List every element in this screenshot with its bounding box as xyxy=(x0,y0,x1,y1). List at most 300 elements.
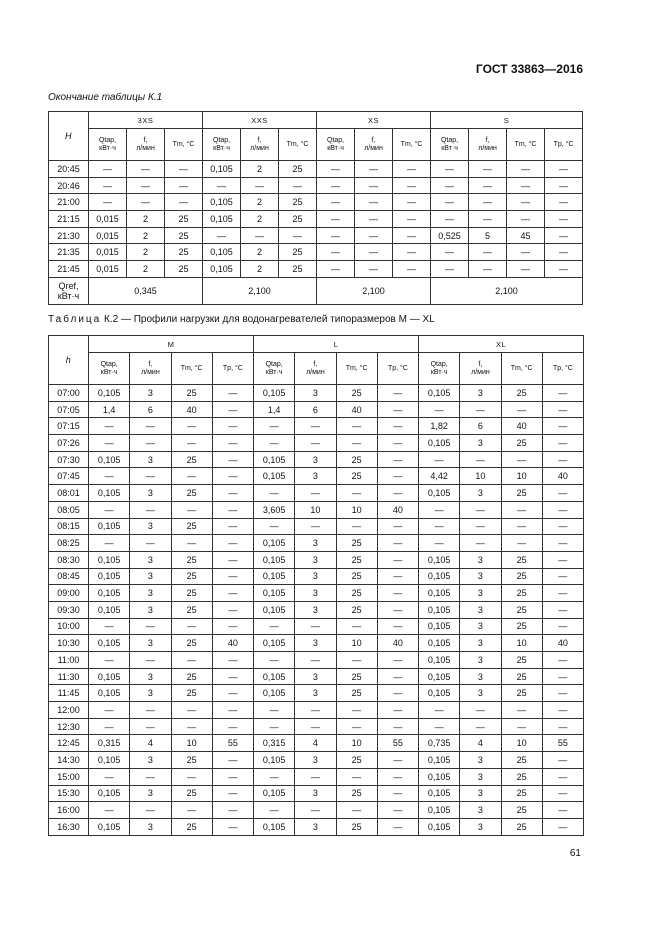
value-cell: — xyxy=(355,211,393,228)
value-cell: — xyxy=(419,718,460,735)
value-cell: — xyxy=(542,768,583,785)
group-header: M xyxy=(89,336,254,353)
value-cell: 1,4 xyxy=(254,401,295,418)
value-cell: 0,105 xyxy=(89,601,130,618)
value-cell: 0,105 xyxy=(89,585,130,602)
value-cell: 10 xyxy=(460,468,501,485)
value-cell: — xyxy=(212,752,253,769)
value-cell: — xyxy=(89,468,130,485)
time-cell: 11:45 xyxy=(49,685,89,702)
value-cell: — xyxy=(393,261,431,278)
value-cell: 25 xyxy=(501,768,542,785)
value-cell: 3 xyxy=(295,752,336,769)
value-cell: 0,015 xyxy=(89,244,127,261)
value-cell: 25 xyxy=(336,551,377,568)
column-header-line: Qtap, xyxy=(212,136,231,144)
value-cell: — xyxy=(501,401,542,418)
value-cell: — xyxy=(165,161,203,178)
value-cell: — xyxy=(355,261,393,278)
group-header: XL xyxy=(419,336,584,353)
value-cell: — xyxy=(419,535,460,552)
table-row xyxy=(49,735,584,752)
value-cell: — xyxy=(212,685,253,702)
value-cell: 25 xyxy=(336,668,377,685)
time-cell: 07:05 xyxy=(49,401,89,418)
value-cell: — xyxy=(89,535,130,552)
table-row xyxy=(49,435,584,452)
value-cell: 0,105 xyxy=(203,161,241,178)
value-cell: 25 xyxy=(336,585,377,602)
column-header xyxy=(89,129,127,161)
column-header-unit: кВт·ч xyxy=(213,144,230,152)
value-cell: 0,105 xyxy=(89,551,130,568)
group-header: XS xyxy=(317,112,431,129)
value-cell: — xyxy=(89,177,127,194)
value-cell: — xyxy=(295,652,336,669)
table-row xyxy=(49,752,584,769)
value-cell: 0,315 xyxy=(254,735,295,752)
time-cell: 14:30 xyxy=(49,752,89,769)
value-cell: — xyxy=(295,718,336,735)
value-cell: — xyxy=(507,244,545,261)
time-cell: 11:30 xyxy=(49,668,89,685)
value-cell: — xyxy=(212,718,253,735)
value-cell: 0,105 xyxy=(254,601,295,618)
column-header xyxy=(171,353,212,385)
column-header-line: Qtap, xyxy=(440,136,459,144)
qref-label-unit: кВт·ч xyxy=(57,290,80,301)
value-cell: 0,105 xyxy=(89,485,130,502)
value-cell: — xyxy=(460,401,501,418)
value-cell: — xyxy=(130,802,171,819)
value-cell: 25 xyxy=(171,518,212,535)
table-row xyxy=(49,468,584,485)
value-cell: — xyxy=(254,768,295,785)
value-cell: — xyxy=(165,194,203,211)
value-cell: 3 xyxy=(460,601,501,618)
value-cell: — xyxy=(317,244,355,261)
value-cell: — xyxy=(130,702,171,719)
value-cell: — xyxy=(212,418,253,435)
value-cell: — xyxy=(377,752,418,769)
value-cell: — xyxy=(254,618,295,635)
value-cell: — xyxy=(431,211,469,228)
value-cell: 2 xyxy=(241,261,279,278)
value-cell: 25 xyxy=(336,451,377,468)
column-header-line: Tp, °C xyxy=(552,364,573,372)
value-cell: 25 xyxy=(165,244,203,261)
value-cell: 3 xyxy=(460,768,501,785)
value-cell: — xyxy=(171,435,212,452)
value-cell: 0,315 xyxy=(89,735,130,752)
column-header-line: Tm, °C xyxy=(400,140,423,148)
qref-label xyxy=(49,277,89,304)
value-cell: — xyxy=(542,652,583,669)
table2-caption-text: К.2 — Профили нагрузки для водонагревателей типоразмеров М — XL xyxy=(101,314,435,325)
value-cell: 2 xyxy=(241,244,279,261)
column-header xyxy=(127,129,165,161)
value-cell: — xyxy=(542,518,583,535)
table-row xyxy=(49,261,583,278)
value-cell: — xyxy=(431,194,469,211)
value-cell: — xyxy=(336,485,377,502)
value-cell: 25 xyxy=(336,535,377,552)
value-cell: — xyxy=(469,244,507,261)
column-header xyxy=(203,129,241,161)
table-row xyxy=(49,668,584,685)
column-header xyxy=(130,353,171,385)
value-cell: — xyxy=(212,818,253,835)
value-cell: 0,105 xyxy=(254,818,295,835)
value-cell: — xyxy=(542,685,583,702)
value-cell: — xyxy=(212,652,253,669)
value-cell: — xyxy=(545,211,583,228)
value-cell: — xyxy=(130,768,171,785)
value-cell: — xyxy=(542,785,583,802)
value-cell: — xyxy=(212,802,253,819)
column-header-line: f, xyxy=(313,360,318,368)
table-row xyxy=(49,485,584,502)
table-row xyxy=(49,618,584,635)
value-cell: 3 xyxy=(295,451,336,468)
value-cell: 3 xyxy=(130,685,171,702)
value-cell: — xyxy=(317,261,355,278)
value-cell: 25 xyxy=(501,485,542,502)
value-cell: — xyxy=(377,385,418,402)
value-cell: 40 xyxy=(336,401,377,418)
time-cell: 09:00 xyxy=(49,585,89,602)
column-header xyxy=(460,353,501,385)
value-cell: 25 xyxy=(171,551,212,568)
value-cell: 0,105 xyxy=(89,635,130,652)
table-row xyxy=(49,194,583,211)
value-cell: 45 xyxy=(507,227,545,244)
value-cell: 0,735 xyxy=(419,735,460,752)
value-cell: — xyxy=(501,451,542,468)
table-row xyxy=(49,818,584,835)
value-cell: 3 xyxy=(460,818,501,835)
value-cell: — xyxy=(545,194,583,211)
value-cell: — xyxy=(336,435,377,452)
value-cell: 0,105 xyxy=(419,435,460,452)
table-row xyxy=(49,244,583,261)
column-header-line: f, xyxy=(485,136,490,144)
value-cell: — xyxy=(542,818,583,835)
value-cell: — xyxy=(254,718,295,735)
value-cell: — xyxy=(542,618,583,635)
value-cell: — xyxy=(377,785,418,802)
value-cell: — xyxy=(171,468,212,485)
value-cell: — xyxy=(542,718,583,735)
value-cell: — xyxy=(212,668,253,685)
value-cell: — xyxy=(295,435,336,452)
value-cell: 25 xyxy=(501,685,542,702)
value-cell: 25 xyxy=(336,601,377,618)
value-cell: — xyxy=(254,418,295,435)
value-cell: 25 xyxy=(501,668,542,685)
value-cell: — xyxy=(355,161,393,178)
column-header-line: Tp, °C xyxy=(222,364,243,372)
column-header-line: Tm, °C xyxy=(510,364,533,372)
value-cell: — xyxy=(212,401,253,418)
value-cell: — xyxy=(89,652,130,669)
table-k2 xyxy=(48,335,584,836)
value-cell: 40 xyxy=(542,635,583,652)
value-cell: — xyxy=(419,518,460,535)
row-header-h: H xyxy=(49,112,89,161)
value-cell: — xyxy=(130,535,171,552)
value-cell: 25 xyxy=(501,551,542,568)
table-row xyxy=(49,601,584,618)
value-cell: 0,105 xyxy=(89,518,130,535)
column-header-line: Tp, °C xyxy=(553,140,574,148)
value-cell: — xyxy=(295,768,336,785)
value-cell: — xyxy=(212,468,253,485)
value-cell: — xyxy=(317,211,355,228)
value-cell: — xyxy=(336,718,377,735)
table-row xyxy=(49,451,584,468)
value-cell: 25 xyxy=(336,568,377,585)
value-cell: 25 xyxy=(336,468,377,485)
value-cell: 3 xyxy=(295,385,336,402)
value-cell: 3 xyxy=(130,518,171,535)
column-header-unit: кВт·ч xyxy=(99,144,116,152)
value-cell: 2 xyxy=(127,211,165,228)
value-cell: 3 xyxy=(130,668,171,685)
table-row xyxy=(49,551,584,568)
value-cell: 3 xyxy=(460,385,501,402)
column-header xyxy=(336,353,377,385)
value-cell: — xyxy=(501,718,542,735)
value-cell: — xyxy=(377,618,418,635)
value-cell: — xyxy=(393,211,431,228)
value-cell: 1,4 xyxy=(89,401,130,418)
value-cell: 25 xyxy=(279,261,317,278)
value-cell: 3 xyxy=(130,752,171,769)
value-cell: 25 xyxy=(171,685,212,702)
qref-value: 2,100 xyxy=(317,277,431,304)
value-cell: — xyxy=(545,227,583,244)
value-cell: 0,105 xyxy=(419,785,460,802)
value-cell: 3 xyxy=(460,435,501,452)
value-cell: — xyxy=(377,518,418,535)
column-header xyxy=(241,129,279,161)
value-cell: — xyxy=(545,244,583,261)
column-header-line: Tm, °C xyxy=(172,140,195,148)
value-cell: — xyxy=(279,227,317,244)
value-cell: — xyxy=(469,161,507,178)
value-cell: — xyxy=(212,551,253,568)
column-header-unit: л/мин xyxy=(250,144,269,152)
group-header: 3XS xyxy=(89,112,203,129)
value-cell: — xyxy=(377,568,418,585)
value-cell: — xyxy=(336,618,377,635)
value-cell: 3 xyxy=(460,585,501,602)
value-cell: — xyxy=(171,535,212,552)
time-cell: 12:30 xyxy=(49,718,89,735)
value-cell: — xyxy=(460,702,501,719)
value-cell: 25 xyxy=(171,635,212,652)
time-cell: 20:45 xyxy=(49,161,89,178)
value-cell: 40 xyxy=(212,635,253,652)
value-cell: 55 xyxy=(377,735,418,752)
column-header xyxy=(431,129,469,161)
value-cell: — xyxy=(377,718,418,735)
value-cell: — xyxy=(377,702,418,719)
value-cell: 0,105 xyxy=(203,261,241,278)
value-cell: — xyxy=(431,161,469,178)
value-cell: — xyxy=(254,435,295,452)
value-cell: — xyxy=(295,485,336,502)
column-header-line: f, xyxy=(371,136,376,144)
value-cell: — xyxy=(89,435,130,452)
column-header xyxy=(89,353,130,385)
value-cell: 0,105 xyxy=(254,668,295,685)
table-row xyxy=(49,585,584,602)
column-header-unit: л/мин xyxy=(478,144,497,152)
value-cell: 10 xyxy=(171,735,212,752)
value-cell: 3 xyxy=(130,551,171,568)
table-row xyxy=(49,418,584,435)
value-cell: 25 xyxy=(171,785,212,802)
value-cell: — xyxy=(545,261,583,278)
value-cell: — xyxy=(171,718,212,735)
value-cell: 3 xyxy=(460,652,501,669)
value-cell: 0,105 xyxy=(203,194,241,211)
value-cell: — xyxy=(336,802,377,819)
value-cell: 3 xyxy=(295,535,336,552)
value-cell: — xyxy=(336,702,377,719)
value-cell: — xyxy=(295,418,336,435)
column-header-unit: кВт·ч xyxy=(327,144,344,152)
value-cell: 0,105 xyxy=(254,685,295,702)
standard-number: ГОСТ 33863—2016 xyxy=(475,62,583,76)
time-cell: 09:30 xyxy=(49,601,89,618)
value-cell: — xyxy=(212,785,253,802)
value-cell: 25 xyxy=(171,668,212,685)
value-cell: 0,105 xyxy=(254,785,295,802)
value-cell: — xyxy=(254,485,295,502)
column-header xyxy=(279,129,317,161)
value-cell: 3 xyxy=(130,818,171,835)
value-cell: 2 xyxy=(127,261,165,278)
value-cell: 3 xyxy=(295,551,336,568)
value-cell: — xyxy=(460,518,501,535)
value-cell: — xyxy=(336,518,377,535)
column-header-unit: кВт·ч xyxy=(265,368,283,376)
value-cell: 3 xyxy=(460,485,501,502)
value-cell: 0,105 xyxy=(254,468,295,485)
value-cell: 25 xyxy=(336,685,377,702)
time-cell: 08:05 xyxy=(49,501,89,518)
table-row xyxy=(49,768,584,785)
value-cell: — xyxy=(241,227,279,244)
value-cell: 6 xyxy=(460,418,501,435)
column-header xyxy=(507,129,545,161)
value-cell: — xyxy=(377,818,418,835)
value-cell: 3 xyxy=(295,468,336,485)
value-cell: 3 xyxy=(460,551,501,568)
value-cell: — xyxy=(377,485,418,502)
table-row xyxy=(49,685,584,702)
time-cell: 07:26 xyxy=(49,435,89,452)
value-cell: — xyxy=(212,568,253,585)
value-cell: — xyxy=(212,768,253,785)
value-cell: — xyxy=(393,161,431,178)
value-cell: 4,42 xyxy=(419,468,460,485)
column-header-line: Tm, °C xyxy=(514,140,537,148)
value-cell: — xyxy=(545,161,583,178)
value-cell: — xyxy=(336,768,377,785)
value-cell: — xyxy=(130,718,171,735)
value-cell: — xyxy=(542,702,583,719)
value-cell: — xyxy=(355,244,393,261)
value-cell: — xyxy=(460,718,501,735)
value-cell: — xyxy=(377,418,418,435)
value-cell: — xyxy=(171,418,212,435)
time-cell: 21:00 xyxy=(49,194,89,211)
value-cell: — xyxy=(431,261,469,278)
value-cell: 0,105 xyxy=(419,768,460,785)
time-cell: 11:00 xyxy=(49,652,89,669)
column-header xyxy=(295,353,336,385)
value-cell: 3 xyxy=(295,585,336,602)
value-cell: 0,105 xyxy=(419,752,460,769)
table-row xyxy=(49,401,584,418)
value-cell: — xyxy=(212,702,253,719)
value-cell: 10 xyxy=(336,735,377,752)
value-cell: — xyxy=(507,211,545,228)
value-cell: 40 xyxy=(171,401,212,418)
value-cell: 40 xyxy=(501,418,542,435)
value-cell: — xyxy=(377,668,418,685)
value-cell: 0,105 xyxy=(419,685,460,702)
group-header: S xyxy=(431,112,583,129)
value-cell: 3 xyxy=(295,568,336,585)
value-cell: — xyxy=(501,518,542,535)
value-cell: — xyxy=(127,177,165,194)
value-cell: 0,105 xyxy=(89,685,130,702)
value-cell: 4 xyxy=(130,735,171,752)
column-header-line: f, xyxy=(143,136,148,144)
value-cell: 3 xyxy=(130,568,171,585)
column-header xyxy=(419,353,460,385)
value-cell: — xyxy=(542,401,583,418)
table-row xyxy=(49,785,584,802)
value-cell: 0,105 xyxy=(89,385,130,402)
value-cell: — xyxy=(89,768,130,785)
value-cell: — xyxy=(279,177,317,194)
value-cell: — xyxy=(171,501,212,518)
value-cell: 10 xyxy=(501,635,542,652)
value-cell: — xyxy=(171,802,212,819)
value-cell: 0,105 xyxy=(419,551,460,568)
table-row xyxy=(49,652,584,669)
value-cell: 25 xyxy=(501,618,542,635)
value-cell: 25 xyxy=(501,435,542,452)
value-cell: — xyxy=(393,227,431,244)
value-cell: 0,015 xyxy=(89,261,127,278)
value-cell: 25 xyxy=(501,802,542,819)
column-header xyxy=(355,129,393,161)
table-row xyxy=(49,718,584,735)
value-cell: 25 xyxy=(171,485,212,502)
value-cell: — xyxy=(355,227,393,244)
value-cell: 2 xyxy=(241,194,279,211)
value-cell: 25 xyxy=(501,785,542,802)
value-cell: 0,105 xyxy=(254,635,295,652)
value-cell: — xyxy=(171,768,212,785)
